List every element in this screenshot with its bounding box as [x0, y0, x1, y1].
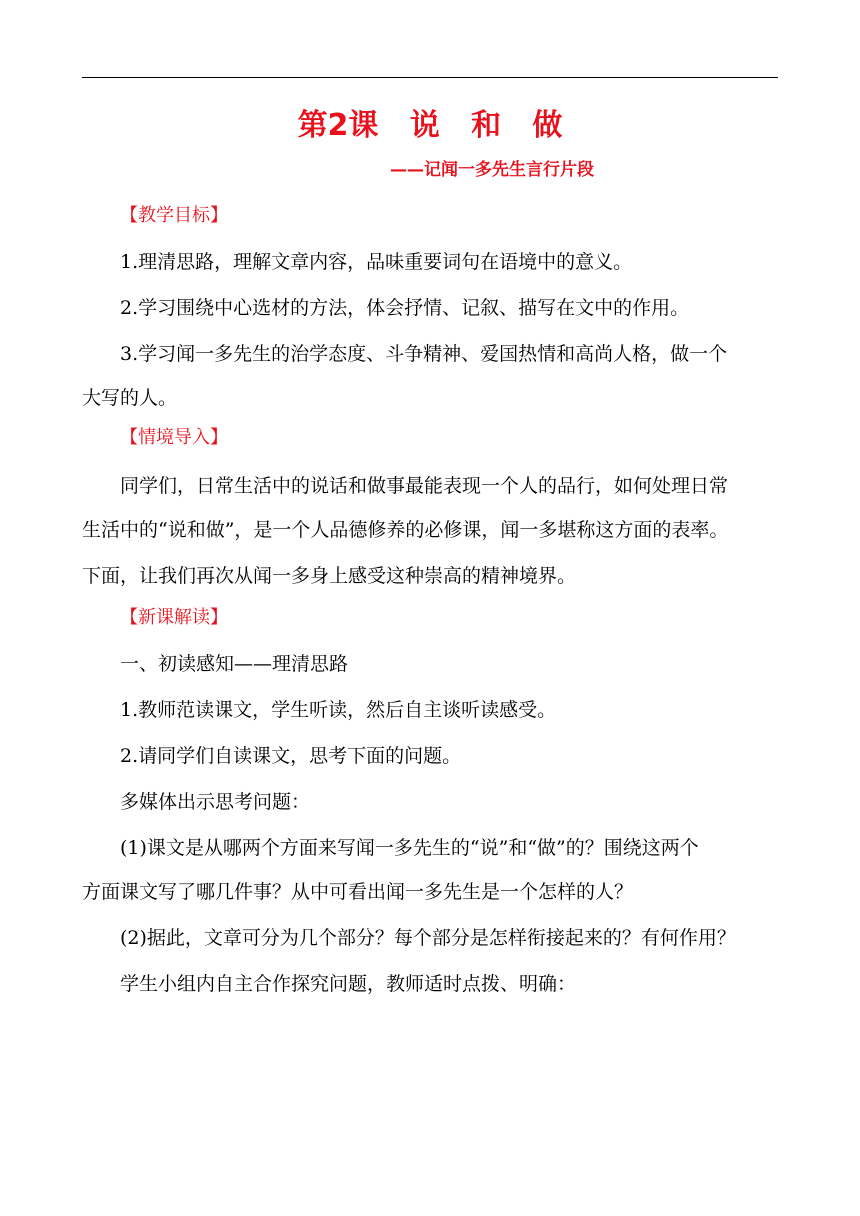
page-subtitle: ——记闻一多先生言行片段: [390, 160, 594, 180]
part-1-heading: 一、初读感知——理清思路: [120, 653, 349, 675]
goal-item-2: 2.学习围绕中心选材的方法，体会抒情、记叙、描写在文中的作用。: [120, 297, 690, 319]
goal-item-1: 1.理清思路，理解文章内容，品味重要词句在语境中的意义。: [120, 251, 633, 273]
group-activity: 学生小组内自主合作探究问题，教师适时点拨、明确：: [120, 973, 577, 995]
page-title: 第2课 说 和 做: [297, 108, 563, 143]
media-prompt: 多媒体出示思考问题：: [120, 791, 311, 813]
question-1-line2: 方面课文写了哪几件事？从中可看出闻一多先生是一个怎样的人？: [82, 881, 634, 903]
intro-paragraph-line1: 同学们，日常生活中的说话和做事最能表现一个人的品行，如何处理日常: [120, 475, 729, 497]
section-heading-goals: 【教学目标】: [120, 205, 228, 226]
goal-item-3-line1: 3.学习闻一多先生的治学态度、斗争精神、爱国热情和高尚人格，做一个: [120, 343, 728, 365]
step-1: 1.教师范读课文，学生听读，然后自主谈听读感受。: [120, 699, 557, 721]
question-1-line1: (1)课文是从哪两个方面来写闻一多先生的“说”和“做”的？围绕这两个: [120, 837, 699, 859]
intro-paragraph-line2: 生活中的“说和做”，是一个人品德修养的必修课，闻一多堪称这方面的表率。: [82, 519, 729, 541]
question-2: (2)据此，文章可分为几个部分？每个部分是怎样衔接起来的？有何作用？: [120, 927, 736, 949]
section-heading-intro: 【情境导入】: [120, 427, 228, 448]
section-heading-lesson: 【新课解读】: [120, 607, 228, 628]
header-rule: [82, 77, 778, 78]
step-2: 2.请同学们自读课文，思考下面的问题。: [120, 745, 462, 767]
goal-item-3-line2: 大写的人。: [82, 387, 178, 409]
intro-paragraph-line3: 下面，让我们再次从闻一多身上感受这种崇高的精神境界。: [82, 565, 577, 587]
